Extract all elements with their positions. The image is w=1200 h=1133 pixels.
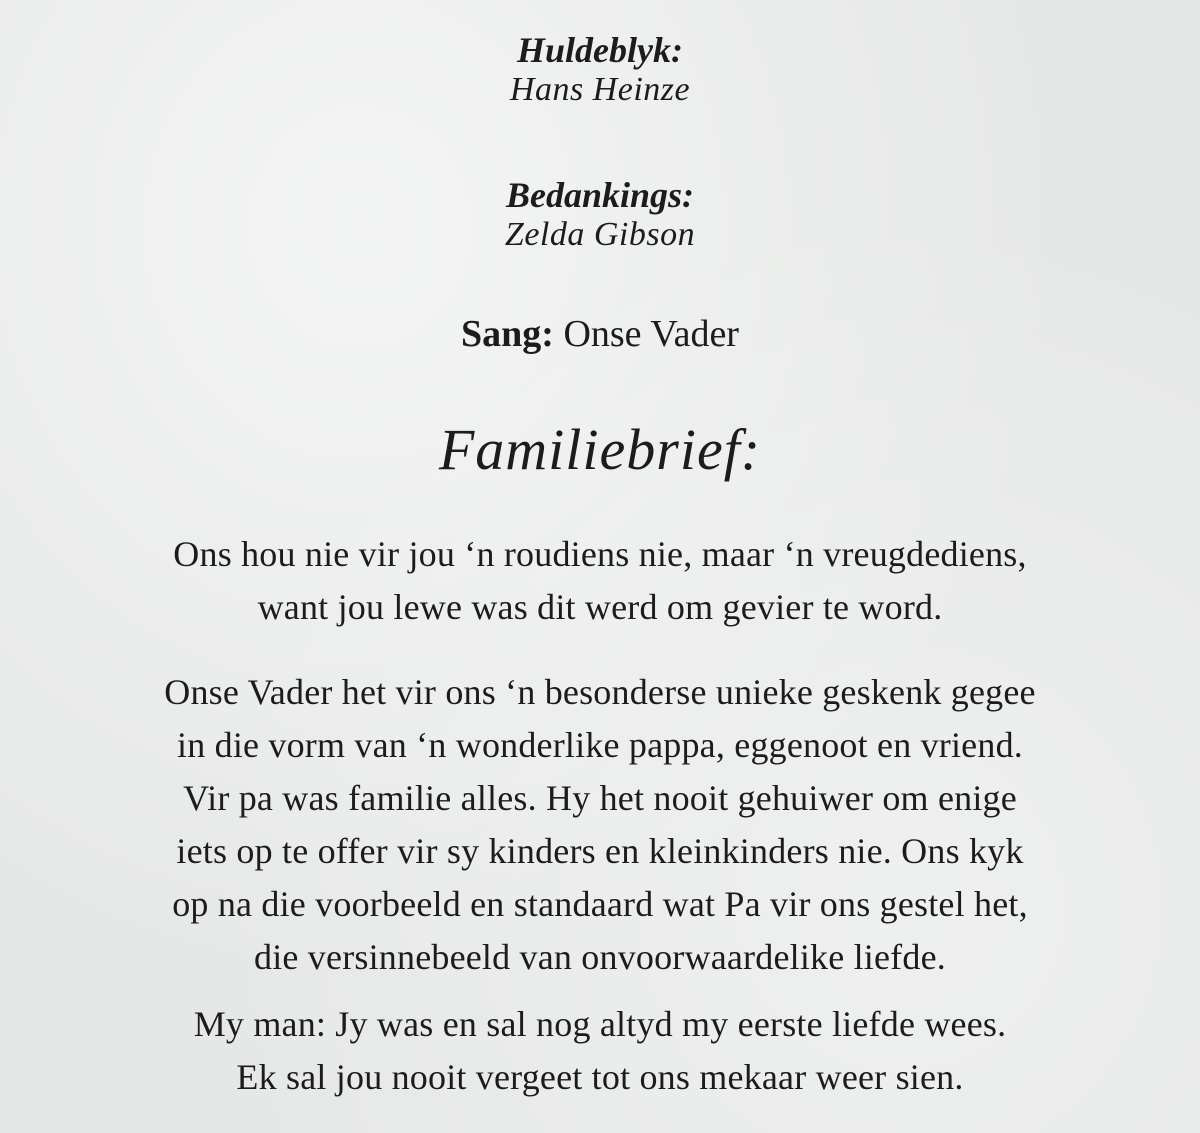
letter-title: Familiebrief:	[438, 417, 762, 482]
paragraph-line: iets op te offer vir sy kinders en kleinkinders nie. Ons kyk	[176, 831, 1024, 871]
thanks-label: Bedankings:	[505, 175, 695, 215]
thanks-name: Zelda Gibson	[504, 216, 696, 253]
thanks-section	[0, 175, 1200, 255]
paragraph-line: Ons hou nie vir jou ‘n roudiens nie, maar ‘n vreugdediens,	[173, 534, 1027, 574]
paragraph-line: My man: Jy was en sal nog altyd my eerste liefde wees.	[193, 1004, 1007, 1044]
tribute-section	[0, 30, 1200, 110]
letter-paragraph-1	[0, 528, 1200, 634]
letter-paragraph-3	[0, 998, 1200, 1104]
tribute-name: Hans Heinze	[509, 71, 691, 108]
letter-paragraph-2	[0, 666, 1200, 984]
paragraph-line: Ek sal jou nooit vergeet tot ons mekaar weer sien.	[236, 1057, 964, 1097]
song-label: Sang:	[461, 313, 554, 355]
tribute-label: Huldeblyk:	[517, 30, 683, 70]
paragraph-line: op na die voorbeeld en standaard wat Pa vir ons gestel het,	[172, 884, 1028, 924]
paragraph-line: die versinnebeeld van onvoorwaardelike liefde.	[254, 937, 946, 977]
song-line	[0, 312, 1200, 356]
paragraph-line: want jou lewe was dit werd om gevier te word.	[257, 587, 943, 627]
paragraph-line: Vir pa was familie alles. Hy het nooit gehuiwer om enige	[183, 778, 1017, 818]
paragraph-line: Onse Vader het vir ons ‘n besonderse unieke geskenk gegee	[164, 672, 1036, 712]
paragraph-line: in die vorm van ‘n wonderlike pappa, eggenoot en vriend.	[177, 725, 1023, 765]
song-title: Onse Vader	[563, 313, 739, 355]
